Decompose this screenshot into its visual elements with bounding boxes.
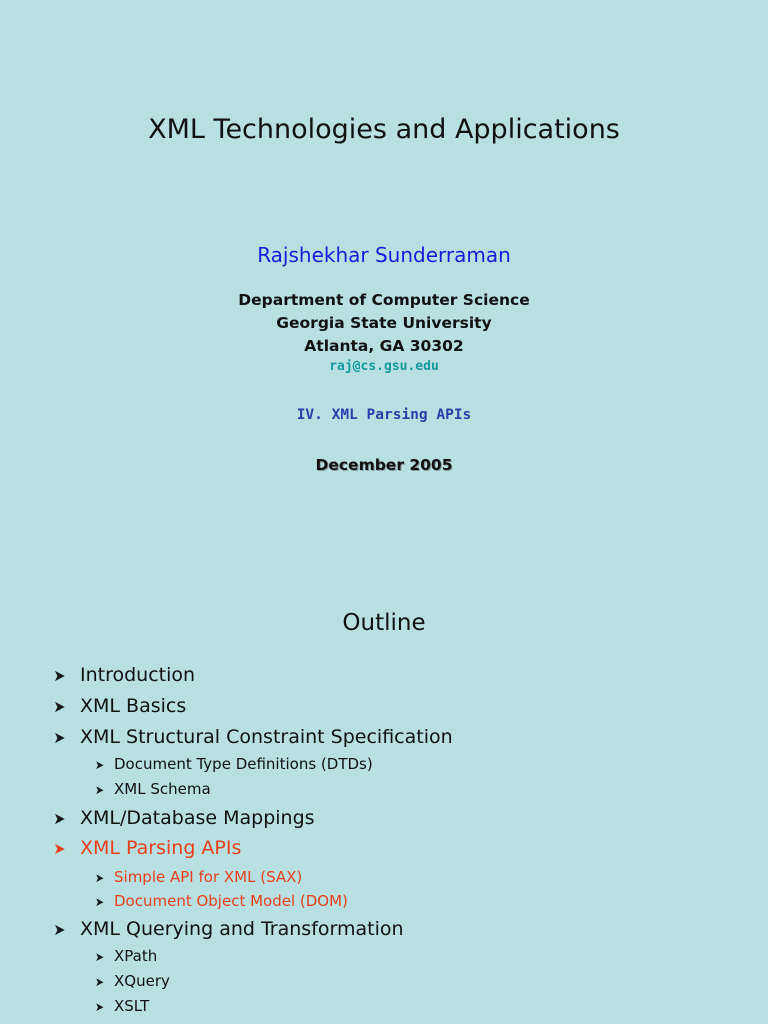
outline-slide: [0, 560, 768, 1024]
outline-item-label: Document Object Model (DOM): [114, 892, 348, 910]
arrow-bullet-icon: ➤: [95, 1000, 105, 1014]
author-name: Rajshekhar Sunderraman: [257, 243, 511, 267]
outline-subitem-current: [94, 868, 302, 886]
outline-list: [0, 560, 768, 1024]
outline-item: [52, 918, 404, 940]
presentation-date: December 2005: [315, 456, 453, 474]
outline-item: [52, 664, 195, 686]
outline-item-label: Document Type Definitions (DTDs): [114, 755, 373, 773]
arrow-bullet-icon: ➤: [53, 809, 66, 828]
outline-item-label: Introduction: [80, 664, 196, 686]
outline-item-label: XML Schema: [114, 780, 211, 798]
outline-item: [52, 726, 453, 748]
arrow-bullet-icon: ➤: [53, 728, 66, 747]
outline-subitem: [94, 755, 373, 773]
outline-item-current: [52, 837, 241, 859]
outline-item-label: XML Parsing APIs: [80, 837, 242, 859]
department: Department of Computer Science: [238, 291, 530, 309]
arrow-bullet-icon: ➤: [95, 871, 105, 885]
outline-item-label: XPath: [114, 947, 158, 965]
outline-item: [52, 807, 315, 829]
section-title: IV. XML Parsing APIs: [296, 407, 472, 423]
outline-subitem: [94, 997, 149, 1015]
outline-item-label: XSLT: [114, 997, 150, 1015]
arrow-bullet-icon: ➤: [95, 783, 105, 797]
outline-item-label: XML Querying and Transformation: [80, 918, 404, 940]
university: Georgia State University: [276, 314, 492, 332]
outline-item-label: XML Basics: [80, 695, 187, 717]
outline-item-label: XML Structural Constraint Specification: [80, 726, 453, 748]
arrow-bullet-icon: ➤: [95, 975, 105, 989]
outline-subitem-current: [94, 892, 348, 910]
outline-item-label: Simple API for XML (SAX): [114, 868, 303, 886]
presentation-title: XML Technologies and Applications: [148, 114, 620, 145]
author-email: raj@cs.gsu.edu: [329, 359, 439, 374]
outline-subitem: [94, 947, 157, 965]
arrow-bullet-icon: ➤: [53, 666, 66, 685]
arrow-bullet-icon: ➤: [95, 758, 105, 772]
outline-subitem: [94, 972, 170, 990]
arrow-bullet-icon: ➤: [53, 839, 66, 858]
outline-item: [52, 695, 186, 717]
outline-subitem: [94, 780, 211, 798]
arrow-bullet-icon: ➤: [53, 920, 66, 939]
outline-title: Outline: [342, 610, 426, 636]
arrow-bullet-icon: ➤: [95, 895, 105, 909]
arrow-bullet-icon: ➤: [53, 697, 66, 716]
arrow-bullet-icon: ➤: [95, 950, 105, 964]
outline-item-label: XQuery: [114, 972, 170, 990]
location: Atlanta, GA 30302: [304, 337, 464, 355]
outline-item-label: XML/Database Mappings: [80, 807, 315, 829]
